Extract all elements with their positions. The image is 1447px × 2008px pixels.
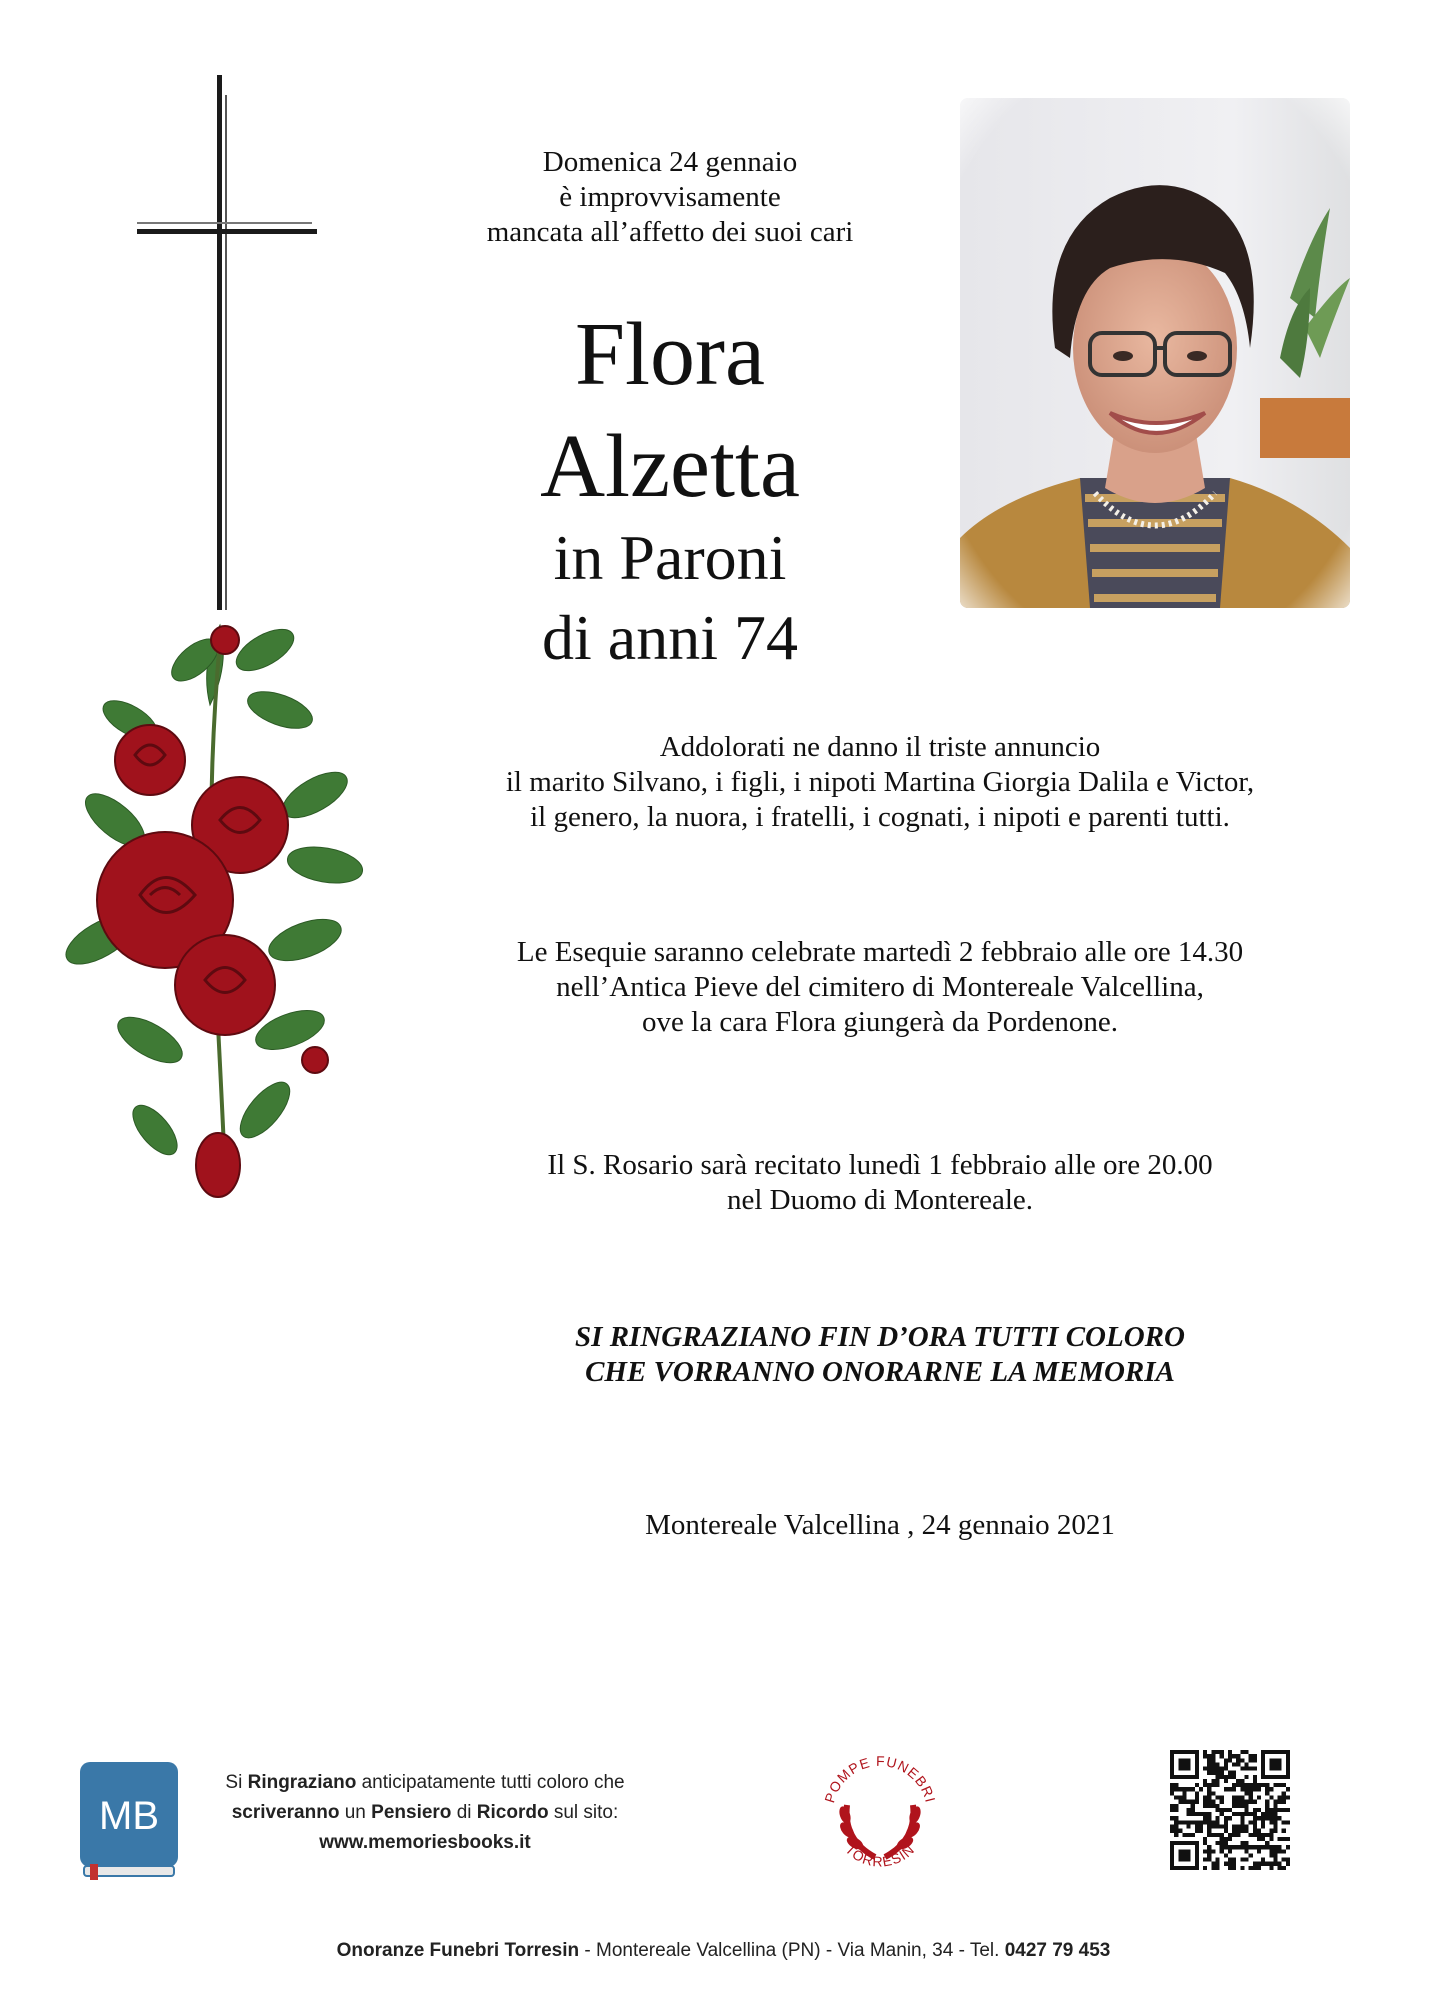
funeral-line-2: nell’Antica Pieve del cimitero di Montereale Valcellina, — [556, 971, 1204, 1003]
pompe-funebri-logo — [815, 1745, 945, 1885]
funeral-text — [380, 935, 1380, 1040]
memoriesbooks-text — [205, 1768, 645, 1858]
rosary-line-2: nel Duomo di Montereale. — [726, 1184, 1034, 1216]
cross-icon — [217, 75, 222, 610]
thanks-line-2: CHE VORRANNO ONORARNE LA MEMORIA — [585, 1356, 1175, 1388]
deceased-last-name: Alzetta — [540, 417, 800, 516]
rosary-line-1: Il S. Rosario sarà recitato lunedì 1 febbraio alle ore 20.00 — [547, 1149, 1213, 1181]
footer-phone: 0427 79 453 — [1004, 1940, 1111, 1961]
deceased-age: di anni 74 — [542, 602, 798, 673]
announcement-text — [380, 730, 1380, 835]
cross-icon-shadow — [225, 95, 227, 610]
place-date: Montereale Valcellina , 24 gennaio 2021 — [645, 1509, 1115, 1541]
deceased-first-name: Flora — [575, 305, 765, 404]
deceased-married-name: in Paroni — [553, 522, 787, 593]
footer-contact — [0, 1940, 1447, 1962]
portrait-photo — [960, 98, 1350, 608]
announcement-line-2: il marito Silvano, i figli, i nipoti Martina Giorgia Dalila e Victor, — [505, 766, 1255, 798]
svg-text:POMPE FUNEBRI: POMPE FUNEBRI — [821, 1752, 939, 1805]
funeral-line-3: ove la cara Flora giungerà da Pordenone. — [642, 1006, 1118, 1038]
memoriesbooks-logo — [80, 1762, 180, 1880]
mb-logo-text: MB — [99, 1794, 159, 1838]
cross-arm-shadow — [137, 222, 312, 224]
rosary-text — [380, 1148, 1380, 1218]
roses-icon — [55, 610, 375, 1220]
cross-arm — [137, 229, 317, 234]
intro-line-3: mancata all’affetto dei suoi cari — [486, 216, 854, 248]
thanks-line-1: SI RINGRAZIANO FIN D’ORA TUTTI COLORO — [575, 1321, 1185, 1353]
announcement-line-3: il genero, la nuora, i fratelli, i cognati, i nipoti e parenti tutti. — [530, 801, 1230, 833]
announcement-line-1: Addolorati ne danno il triste annuncio — [659, 731, 1101, 763]
footer-company: Onoranze Funebri Torresin — [336, 1940, 580, 1961]
funeral-line-1: Le Esequie saranno celebrate martedì 2 febbraio alle ore 14.30 — [516, 936, 1244, 968]
intro-text — [430, 145, 910, 250]
memories-line-2: scriveranno un Pensiero di Ricordo sul sito: — [231, 1802, 619, 1823]
intro-line-1: Domenica 24 gennaio — [542, 146, 798, 178]
svg-text:TORRESIN: TORRESIN — [842, 1840, 918, 1870]
memories-website-link[interactable]: www.memoriesbooks.it — [319, 1832, 531, 1853]
thanks-text — [380, 1320, 1380, 1390]
intro-line-2: è improvvisamente — [559, 181, 781, 213]
qr-code — [1170, 1750, 1290, 1870]
footer-address: - Montereale Valcellina (PN) - Via Manin, 34 - Tel. — [579, 1940, 1005, 1961]
memories-line-1: Si Ringraziano anticipatamente tutti coloro che — [225, 1772, 625, 1793]
